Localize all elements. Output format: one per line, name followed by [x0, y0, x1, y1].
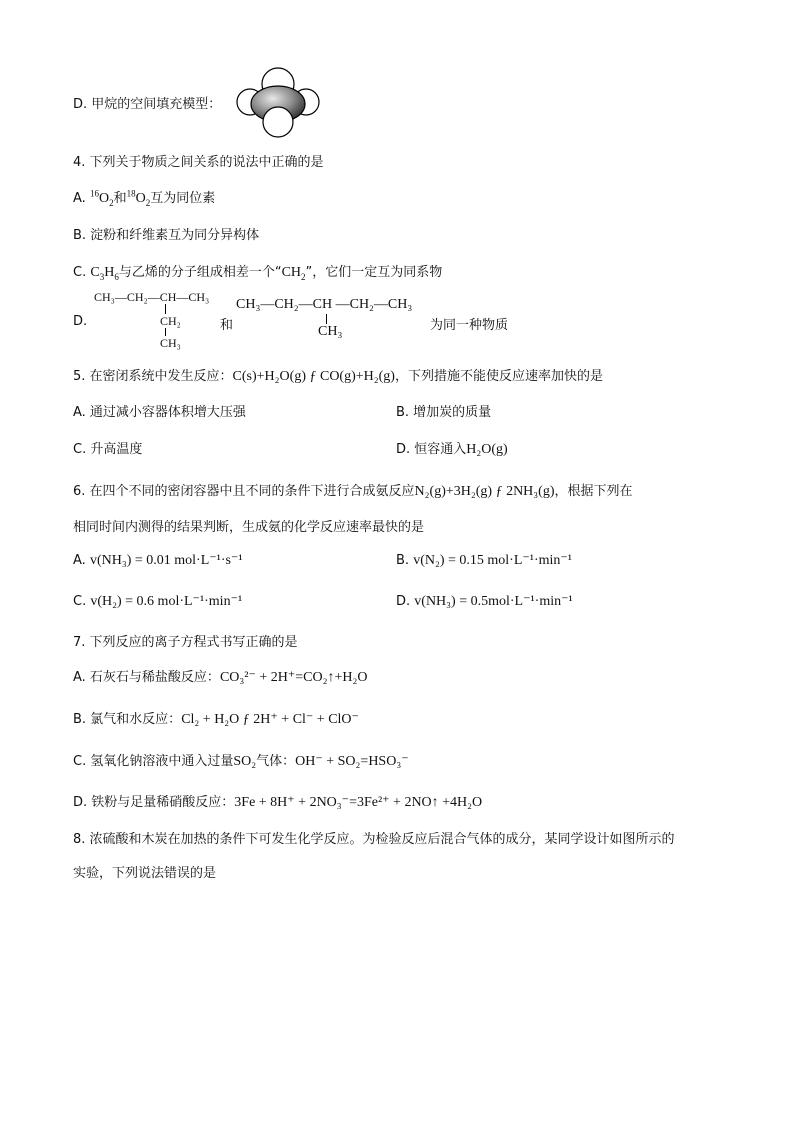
q4-d-suffix: 为同一种物质	[430, 318, 509, 333]
q5-option-b: B. 增加炭的质量	[396, 405, 492, 420]
q5-equation: C(s)+H₂O(g) ƒ CO(g)+H₂(g)	[232, 369, 395, 384]
methane-space-filling-model-icon	[236, 66, 322, 138]
q6-option-d: D. v(NH₃) = 0.5mol·L⁻¹·min⁻¹	[396, 594, 573, 609]
q4-stem: 4. 下列关于物质之间关系的说法中正确的是	[73, 155, 324, 170]
molecule-2-bond	[326, 314, 327, 324]
q5-stem: 5. 在密闭系统中发生反应：C(s)+H₂O(g) ƒ CO(g)+H₂(g)，下列措施不能使反应速率加快的是	[73, 369, 603, 384]
q7-stem: 7. 下列反应的离子方程式书写正确的是	[73, 635, 298, 650]
molecule-1	[94, 290, 209, 304]
q4-a-o16: O	[98, 191, 110, 206]
q5-option-d: D. 恒容通入H₂O(g)	[396, 442, 508, 457]
q8-stem-line1: 8. 浓硫酸和木炭在加热的条件下可发生化学反应。为检验反应后混合气体的成分，某同学设计如图所示的	[73, 832, 675, 847]
molecule-1-bond	[165, 304, 166, 314]
molecule-1-row2: CH₂	[160, 314, 181, 328]
q7-option-b: B. 氯气和水反应：Cl₂ + H₂O ƒ 2H⁺ + Cl⁻ + ClO⁻	[73, 712, 359, 727]
q6-stem-line1: 6. 在四个不同的密闭容器中且不同的条件下进行合成氨反应N₂(g)+3H₂(g) ƒ 2NH₃(g)，根据下列在	[73, 484, 633, 499]
molecule-2-row2: CH₃	[318, 324, 343, 339]
q4-option-b: B. 淀粉和纤维素互为同分异构体	[73, 228, 260, 243]
q6-option-a: A. v(NH₃) = 0.01 mol·L⁻¹·s⁻¹	[73, 553, 243, 568]
q4-a-o18: O	[135, 191, 146, 206]
q7-option-a: A. 石灰石与稀盐酸反应：CO₃²⁻ + 2H⁺=CO₂↑+H₂O	[73, 670, 368, 685]
q4-d-and: 和	[220, 318, 234, 333]
q5-option-a: A. 通过减小容器体积增大压强	[73, 405, 246, 420]
q8-stem-line2: 实验，下列说法错误的是	[73, 866, 217, 881]
q7-option-d: D. 铁粉与足量稀硝酸反应：3Fe + 8H⁺ + 2NO₃⁻=3Fe²⁺ + 2NO↑ +4H₂O	[73, 795, 483, 810]
q6-equation: N₂(g)+3H₂(g) ƒ 2NH₃(g)	[414, 484, 555, 499]
molecule-1-row1: CH₃—CH₂—CH—CH₃	[94, 290, 210, 304]
molecule-2-row1: CH₃—CH₂—CH —CH₂—CH₃	[236, 297, 413, 312]
q5-option-c: C. 升高温度	[73, 442, 143, 457]
q4-option-d-label: D.	[73, 314, 88, 329]
molecule-1-row3: CH₃	[160, 336, 181, 350]
molecule-1-bond2	[165, 328, 166, 336]
q7-option-c: C. 氢氧化钠溶液中通入过量SO₂气体：OH⁻ + SO₂=HSO₃⁻	[73, 754, 409, 769]
q6-stem-line2: 相同时间内测得的结果判断，生成氨的化学反应速率最快的是	[73, 520, 425, 535]
q4-option-c: C. $C_3H_6$与乙烯的分子组成相差一个“$CH_2$”，它们一定互为同系物	[73, 265, 443, 282]
q6-option-b: B. v(N₂) = 0.15 mol·L⁻¹·min⁻¹	[396, 553, 573, 568]
q6-option-c: C. v(H₂) = 0.6 mol·L⁻¹·min⁻¹	[73, 594, 243, 609]
q3-option-d	[73, 93, 221, 112]
q3-option-d-text: D. 甲烷的空间填充模型：	[73, 97, 222, 112]
q4-option-a: A. $^{16}O_2$和$^{18}O_2$互为同位素	[73, 188, 216, 208]
